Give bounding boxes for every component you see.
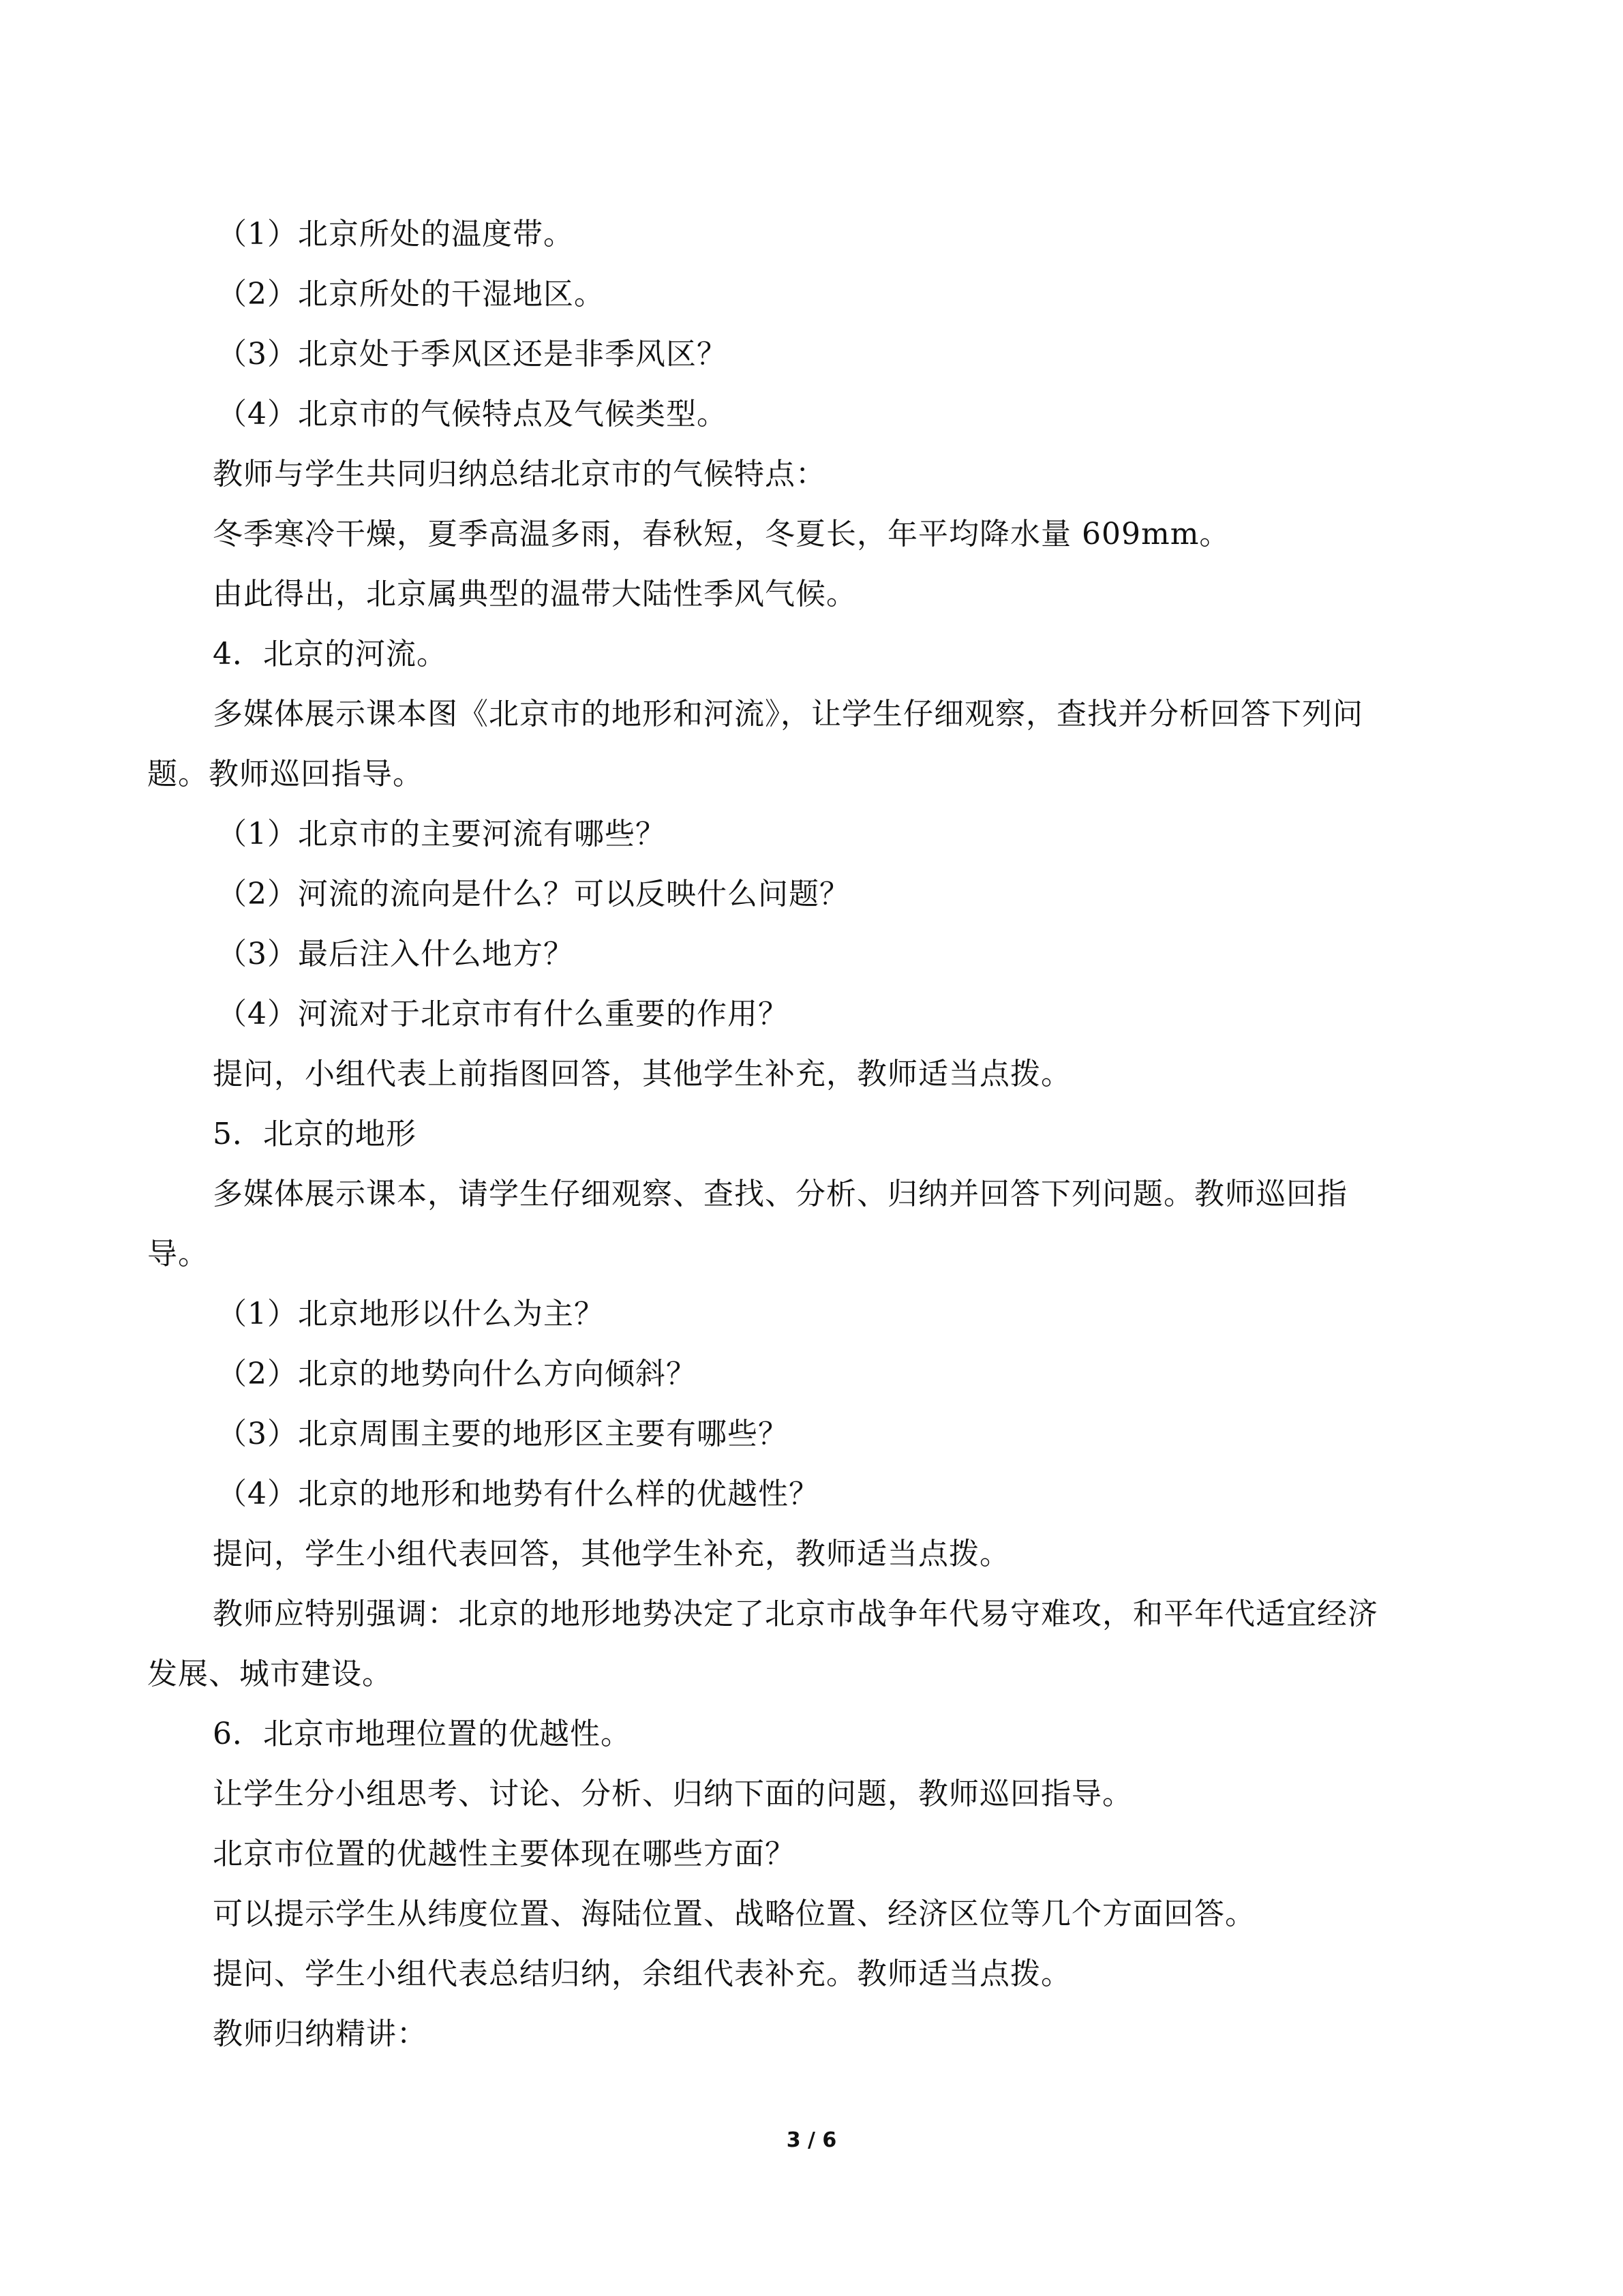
page-number: 3 / 6 (786, 2128, 837, 2152)
question-terrain-2: （2）北京的地势向什么方向倾斜？ (217, 1357, 697, 1391)
paragraph-location-task: 让学生分小组思考、讨论、分析、归纳下面的问题，教师巡回指导。 (213, 1777, 1133, 1811)
question-terrain-1: （1）北京地形以什么为主？ (217, 1297, 605, 1331)
paragraph-terrain-intro-cont: 导。 (147, 1237, 209, 1271)
paragraph-terrain-discussion: 提问，学生小组代表回答，其他学生补充，教师适当点拨。 (213, 1537, 1010, 1571)
paragraph-location-hint: 可以提示学生从纬度位置、海陆位置、战略位置、经济区位等几个方面回答。 (213, 1897, 1256, 1931)
paragraph-climate-conclusion: 由此得出，北京属典型的温带大陆性季风气候。 (213, 577, 857, 611)
question-climate-3: （3）北京处于季风区还是非季风区？ (217, 337, 727, 372)
paragraph-location-question: 北京市位置的优越性主要体现在哪些方面？ (213, 1837, 795, 1871)
paragraph-climate-features: 冬季寒冷干燥，夏季高温多雨，春秋短，冬夏长，年平均降水量 609mm。 (213, 517, 1230, 552)
question-climate-1: （1）北京所处的温度带。 (217, 217, 574, 252)
paragraph-rivers-discussion: 提问，小组代表上前指图回答，其他学生补充，教师适当点拨。 (213, 1057, 1072, 1091)
paragraph-teacher-summary: 教师归纳精讲： (213, 2016, 427, 2051)
question-rivers-1: （1）北京市的主要河流有哪些？ (217, 817, 666, 851)
paragraph-rivers-intro-cont: 题。教师巡回指导。 (147, 757, 423, 791)
paragraph-climate-summary: 教师与学生共同归纳总结北京市的气候特点： (213, 457, 826, 492)
section-heading-terrain: 5．北京的地形 (213, 1117, 416, 1151)
question-terrain-4: （4）北京的地形和地势有什么样的优越性？ (217, 1477, 819, 1511)
question-rivers-2: （2）河流的流向是什么？可以反映什么问题？ (217, 877, 850, 911)
question-rivers-3: （3）最后注入什么地方？ (217, 937, 574, 971)
paragraph-rivers-intro: 多媒体展示课本图《北京市的地形和河流》，让学生仔细观察，查找并分析回答下列问 (213, 697, 1363, 731)
question-terrain-3: （3）北京周围主要的地形区主要有哪些？ (217, 1417, 789, 1451)
paragraph-location-discussion: 提问、学生小组代表总结归纳，余组代表补充。教师适当点拨。 (213, 1957, 1072, 1991)
section-heading-location: 6．北京市地理位置的优越性。 (213, 1717, 631, 1751)
paragraph-terrain-emphasis-cont: 发展、城市建设。 (147, 1657, 393, 1691)
paragraph-terrain-emphasis: 教师应特别强调：北京的地形地势决定了北京市战争年代易守难攻，和平年代适宜经济 (213, 1597, 1378, 1631)
question-climate-4: （4）北京市的气候特点及气候类型。 (217, 397, 727, 432)
section-heading-rivers: 4．北京的河流。 (213, 637, 447, 671)
paragraph-terrain-intro: 多媒体展示课本，请学生仔细观察、查找、分析、归纳并回答下列问题。教师巡回指 (213, 1177, 1348, 1211)
question-climate-2: （2）北京所处的干湿地区。 (217, 277, 605, 312)
question-rivers-4: （4）河流对于北京市有什么重要的作用？ (217, 997, 789, 1031)
